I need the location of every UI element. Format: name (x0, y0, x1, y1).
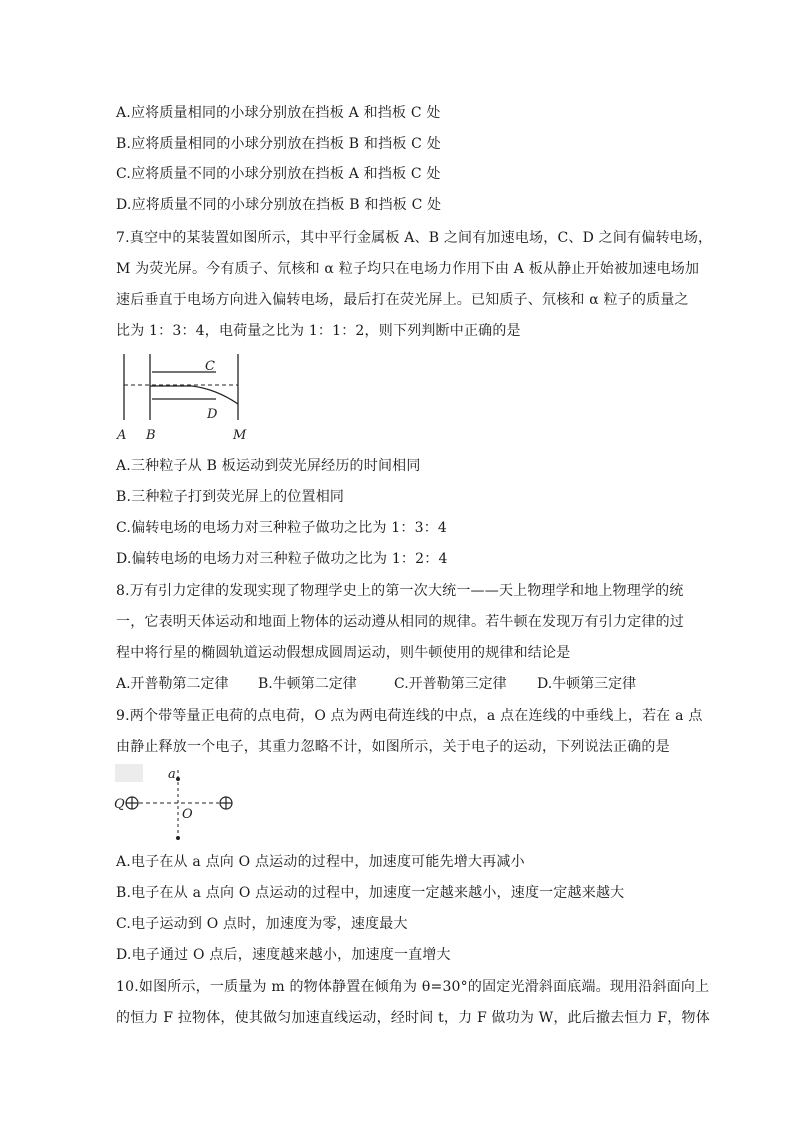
label-o: O (182, 807, 193, 822)
q7-option-b: B.三种粒子打到荧光屏上的位置相同 (116, 489, 345, 505)
q7-stem-line-2: M 为荧光屏。今有质子、氘核和 α 粒子均只在电场力作用下由 A 板从静止开始被加速电场加 (116, 261, 700, 277)
right-charge-icon (220, 797, 232, 809)
q6-option-a: A.应将质量相同的小球分别放在挡板 A 和挡板 C 处 (116, 105, 441, 121)
q8-option-c: C.开普勒第三定律 (394, 676, 507, 692)
q8-stem-line-3: 程中将行星的椭圆轨道运动假想成圆周运动，则牛顿使用的规律和结论是 (116, 645, 571, 661)
q7-option-c: C.偏转电场的电场力对三种粒子做功之比为 1：3：4 (116, 520, 448, 536)
q9-option-c: C.电子运动到 O 点时，加速度为零，速度最大 (116, 916, 408, 932)
label-a: a (168, 767, 176, 782)
q8-options-row (116, 674, 676, 694)
q8-stem-line-2: 一，它表明天体运动和地面上物体的运动遵从相同的规律。若牛顿在发现万有引力定律的过 (116, 614, 684, 630)
label-q: Q (114, 797, 125, 812)
q8-stem-line-1: 8.万有引力定律的发现实现了物理学史上的第一次大统一——天上物理学和地上物理学的统 (116, 583, 684, 599)
q7-stem-line-1: 7.真空中的某装置如图所示，其中平行金属板 A、B 之间有加速电场，C、D 之间有偏转电场， (116, 230, 713, 246)
label-c: C (205, 359, 215, 374)
left-charge-icon (126, 797, 138, 809)
point-below-dot (176, 836, 180, 840)
q9-stem-line-2: 由静止释放一个电子，其重力忽略不计，如图所示，关于电子的运动，下列说法正确的是 (116, 739, 670, 755)
q9-charges-figure (112, 762, 242, 844)
label-a: A (117, 428, 127, 443)
q8-option-b: B.牛顿第二定律 (258, 676, 357, 692)
particle-trajectory (150, 386, 238, 404)
scan-blemish (115, 764, 143, 782)
q10-stem-line-1: 10.如图所示，一质量为 m 的物体静置在倾角为 θ=30°的固定光滑斜面底端。现用沿斜面向上 (116, 979, 710, 995)
q9-stem-line-1: 9.两个带等量正电荷的点电荷，O 点为两电荷连线的中点，a 点在连线的中垂线上，若在 a 点 (116, 708, 703, 724)
q6-option-d: D.应将质量不同的小球分别放在挡板 B 和挡板 C 处 (116, 197, 442, 213)
q7-apparatus-figure (112, 348, 262, 444)
label-d: D (207, 407, 218, 422)
q9-option-d: D.电子通过 O 点后，速度越来越小，加速度一直增大 (116, 947, 451, 963)
q8-option-a: A.开普勒第二定律 (116, 676, 229, 692)
point-a-dot (176, 777, 180, 781)
q6-option-c: C.应将质量不同的小球分别放在挡板 A 和挡板 C 处 (116, 166, 441, 182)
q10-stem-line-2: 的恒力 F 拉物体，使其做匀加速直线运动，经时间 t，力 F 做功为 W，此后撤去恒力 F，物体 (116, 1010, 710, 1026)
label-m: M (233, 428, 247, 443)
q7-option-d: D.偏转电场的电场力对三种粒子做功之比为 1：2：4 (116, 551, 448, 567)
q9-option-b: B.电子在从 a 点向 O 点运动的过程中，加速度一定越来越小，速度一定越来越大 (116, 885, 625, 901)
q9-option-a: A.电子在从 a 点向 O 点运动的过程中，加速度可能先增大再减小 (116, 854, 525, 870)
q7-option-a: A.三种粒子从 B 板运动到荧光屏经历的时间相同 (116, 458, 421, 474)
q8-option-d: D.牛顿第三定律 (537, 676, 637, 692)
q7-stem-line-4: 比为 1：3：4，电荷量之比为 1：1：2，则下列判断中正确的是 (116, 323, 521, 339)
label-b: B (146, 428, 156, 443)
q6-option-b: B.应将质量相同的小球分别放在挡板 B 和挡板 C 处 (116, 136, 441, 152)
q7-stem-line-3: 速后垂直于电场方向进入偏转电场，最后打在荧光屏上。已知质子、氘核和 α 粒子的质量之 (116, 292, 689, 308)
